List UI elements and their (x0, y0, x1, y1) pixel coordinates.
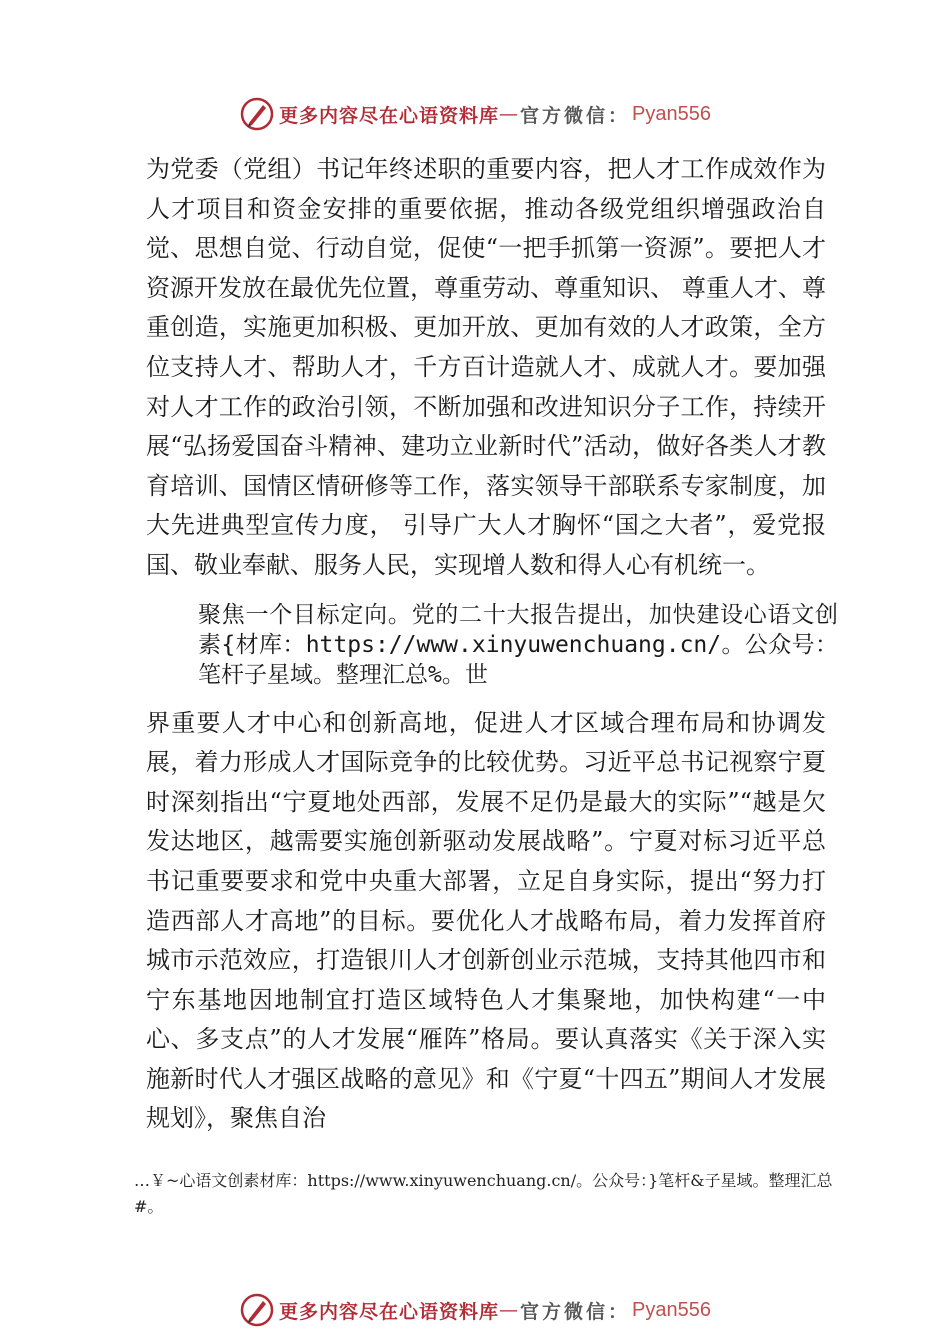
paragraph-2: 聚焦一个目标定向。党的二十大报告提出，加快建设心语文创素{材库：https://www.xinyuwenchuang.cn/。公众号：笔杆子星域。整理汇总%。世 (198, 601, 838, 688)
footnote: …￥~心语文创素材库：https://www.xinyuwenchuang.cn/。公众号：}笔杆&子星域。整理汇总#。 (134, 1171, 833, 1216)
header-banner (0, 94, 950, 134)
banner-separator: — (499, 103, 519, 125)
paragraph-3: 界重要人才中心和创新高地，促进人才区域合理布局和协调发展，着力形成人才国际竞争的比较优势。习近平总书记视察宁夏时深刻指出“宁夏地处西部，发展不足仍是最大的实际”“越是欠发达地区，越需要实施创新驱动发展战略”。宁夏对标习近平总书记重要要求和党中央重大部署，立足自身实际，提出“努力打造西部人才高地”的目标。要优化人才战略布局，着力发挥首府城市示范效应，打造银川人才创新创业示范城，支持其他四市和宁东基地因地制宜打造区域特色人才集聚地，加快构建“一中心、多支点”的人才发展“雁阵”格局。要认真落实《关于深入实施新时代人才强区战略的意见》和《宁夏“十四五”期间人才发展规划》，聚焦自治 (146, 708, 826, 1133)
banner-wechat-label: 官方微信： (520, 1300, 631, 1323)
pen-logo-icon (239, 1292, 275, 1328)
banner-wechat-id: Pyan556 (632, 102, 711, 125)
banner-wechat-id: Pyan556 (632, 1298, 711, 1321)
banner-brand: 更多内容尽在心语资料库 (279, 104, 500, 127)
banner-separator: — (499, 1299, 519, 1321)
document-body (146, 150, 838, 1139)
pen-logo-icon (239, 96, 275, 132)
paragraph-1: 为党委（党组）书记年终述职的重要内容，把人才工作成效作为人才项目和资金安排的重要依据，推动各级党组织增强政治自觉、思想自觉、行动自觉，促使“一把手抓第一资源”。要把人才资源开发放在最优先位置，尊重劳动、尊重知识、 尊重人才、尊重创造，实施更加积极、更加开放、更加有效的人才政策，全方位支持人才、帮助人才，千方百计造就人才、成就人才。要加强对人才工作的政治引领，不断加强和改进知识分子工作，持续开展“弘扬爱国奋斗精神、建功立业新时代”活动，做好各类人才教育培训、国情区情研修等工作，落实领导干部联系专家制度，加大先进典型宣传力度， 引导广大人才胸怀“国之大者”，爱党报国、敬业奉献、服务人民，实现增人数和得人心有机统一。 (146, 155, 826, 579)
footer-banner (0, 1290, 950, 1330)
banner-brand: 更多内容尽在心语资料库 (279, 1300, 500, 1323)
banner-wechat-label: 官方微信： (520, 104, 631, 127)
